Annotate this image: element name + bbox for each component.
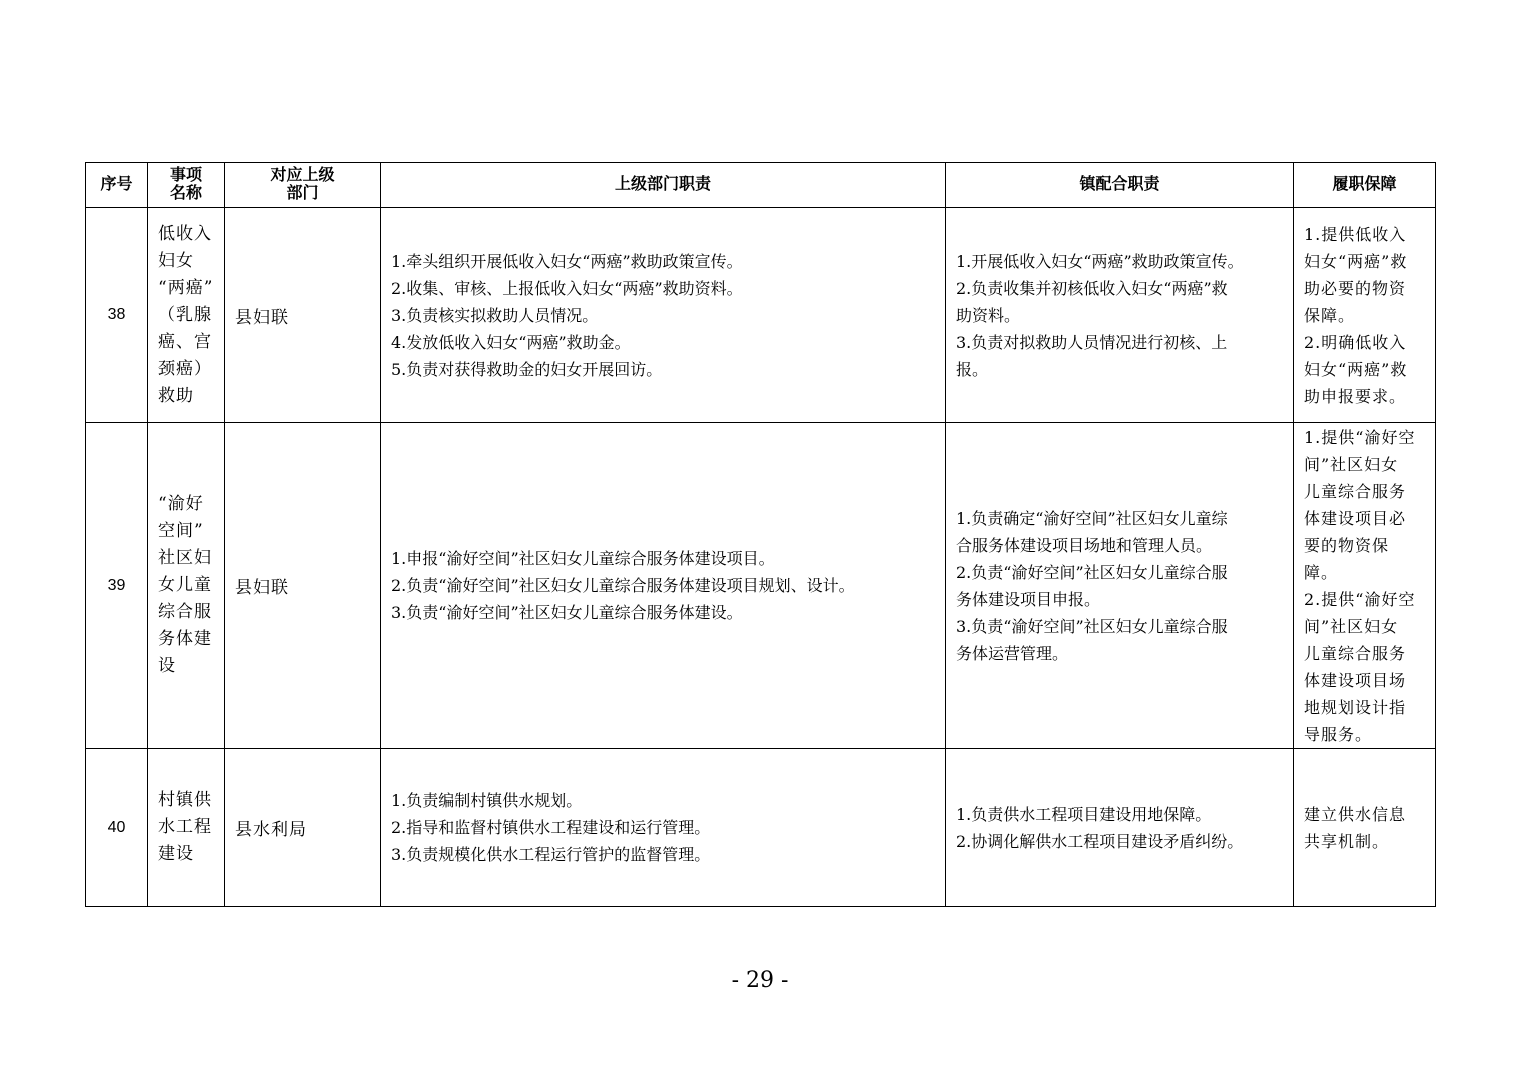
row-town-duty — [946, 749, 1294, 907]
upper-duty-line: 3.负责核实拟救助人员情况。 — [391, 305, 599, 325]
town-duty-line: 合服务体建设项目场地和管理人员。 — [956, 535, 1213, 555]
upper-duty-line: 1.负责编制村镇供水规划。 — [391, 791, 583, 810]
guarantee-line: 共享机制。 — [1304, 831, 1390, 851]
guarantee-line: 体建设项目必 — [1304, 508, 1407, 528]
guarantee-line: 儿童综合服务 — [1304, 481, 1407, 501]
guarantee-line: 2.明确低收入 — [1304, 332, 1407, 352]
name-line: “渝好 — [158, 494, 204, 514]
upper-duty-line: 4.发放低收入妇女“两癌”救助金。 — [391, 332, 631, 352]
name-line: 颈癌） — [158, 358, 212, 379]
row-guarantee — [1294, 749, 1436, 907]
name-line: 癌、宫 — [158, 331, 212, 352]
town-duty-line: 助资料。 — [956, 305, 1021, 325]
header-row — [86, 163, 1436, 208]
header-item-name — [148, 163, 225, 208]
name-line: （乳腺 — [158, 304, 212, 325]
guarantee-line: 助申报要求。 — [1304, 386, 1407, 406]
guarantee-line: 导服务。 — [1304, 724, 1373, 744]
row-guarantee — [1294, 208, 1436, 423]
table-row — [86, 423, 1436, 749]
row-town-duty — [946, 423, 1294, 749]
name-line: 空间” — [158, 521, 204, 541]
town-duty-line: 报。 — [956, 359, 989, 379]
header-dept — [225, 163, 381, 208]
guarantee-line: 1.提供“渝好空 — [1304, 427, 1416, 447]
header-seq: 序号 — [86, 163, 148, 208]
row-seq: 39 — [86, 423, 148, 749]
row-dept: 县妇联 — [225, 423, 381, 749]
row-town-duty — [946, 208, 1294, 423]
upper-duty-line: 2.收集、审核、上报低收入妇女“两癌”救助资料。 — [391, 278, 743, 298]
guarantee-line: 要的物资保 — [1304, 535, 1390, 555]
header-guarantee: 履职保障 — [1294, 163, 1436, 208]
guarantee-line: 2.提供“渝好空 — [1304, 589, 1416, 609]
town-duty-line: 3.负责“渝好空间”社区妇女儿童综合服 — [956, 616, 1228, 636]
header-town-duty: 镇配合职责 — [946, 163, 1294, 208]
row-seq: 38 — [86, 208, 148, 423]
header-item-line: 事项 — [169, 167, 202, 184]
town-duty-line: 2.负责收集并初核低收入妇女“两癌”救 — [956, 278, 1228, 298]
guarantee-line: 1.提供低收入 — [1304, 224, 1407, 244]
row-upper-duty — [381, 208, 946, 423]
guarantee-line: 妇女“两癌”救 — [1304, 251, 1408, 271]
table-row — [86, 208, 1436, 423]
town-duty-line: 3.负责对拟救助人员情况进行初核、上 — [956, 332, 1228, 352]
guarantee-line: 妇女“两癌”救 — [1304, 359, 1408, 379]
name-line: 救助 — [158, 385, 194, 406]
guarantee-line: 保障。 — [1304, 305, 1356, 325]
row-item-name — [148, 749, 225, 907]
upper-duty-line: 5.负责对获得救助金的妇女开展回访。 — [391, 359, 663, 379]
row-item-name — [148, 208, 225, 423]
town-duty-line: 务体建设项目申报。 — [956, 589, 1101, 609]
header-upper-duty: 上级部门职责 — [381, 163, 946, 208]
header-dept-line: 部门 — [286, 185, 319, 202]
name-line: “两癌” — [158, 277, 214, 298]
town-duty-line: 2.负责“渝好空间”社区妇女儿童综合服 — [956, 562, 1228, 582]
guarantee-line: 儿童综合服务 — [1304, 643, 1407, 663]
upper-duty-line: 1.申报“渝好空间”社区妇女儿童综合服务体建设项目。 — [391, 549, 775, 568]
name-line: 设 — [158, 656, 176, 676]
guarantee-line: 间”社区妇女 — [1304, 454, 1399, 474]
name-line: 村镇供 — [158, 790, 212, 810]
guarantee-line: 间”社区妇女 — [1304, 616, 1399, 636]
row-upper-duty — [381, 749, 946, 907]
town-duty-line: 1.开展低收入妇女“两癌”救助政策宣传。 — [956, 251, 1244, 271]
upper-duty-line: 3.负责规模化供水工程运行管护的监督管理。 — [391, 845, 711, 864]
name-line: 综合服 — [158, 602, 212, 622]
row-upper-duty — [381, 423, 946, 749]
guarantee-line: 建立供水信息 — [1304, 804, 1407, 824]
name-line: 水工程 — [158, 817, 212, 837]
name-line: 妇女 — [158, 250, 194, 271]
guarantee-line: 障。 — [1304, 562, 1339, 582]
row-item-name — [148, 423, 225, 749]
guarantee-line: 助必要的物资 — [1304, 278, 1407, 298]
row-dept: 县水利局 — [225, 749, 381, 907]
upper-duty-line: 1.牵头组织开展低收入妇女“两癌”救助政策宣传。 — [391, 251, 743, 271]
name-line: 建设 — [158, 844, 194, 864]
name-line: 女儿童 — [158, 575, 212, 595]
town-duty-line: 务体运营管理。 — [956, 643, 1069, 663]
upper-duty-line: 3.负责“渝好空间”社区妇女儿童综合服务体建设。 — [391, 603, 743, 622]
guarantee-line: 地规划设计指 — [1304, 697, 1407, 717]
name-line: 务体建 — [158, 629, 212, 649]
row-guarantee — [1294, 423, 1436, 749]
header-dept-line: 对应上级 — [270, 167, 335, 184]
duty-table — [85, 162, 1436, 907]
town-duty-line: 2.协调化解供水工程项目建设矛盾纠纷。 — [956, 831, 1244, 851]
upper-duty-line: 2.负责“渝好空间”社区妇女儿童综合服务体建设项目规划、设计。 — [391, 576, 855, 595]
town-duty-line: 1.负责确定“渝好空间”社区妇女儿童综 — [956, 508, 1228, 528]
row-seq: 40 — [86, 749, 148, 907]
upper-duty-line: 2.指导和监督村镇供水工程建设和运行管理。 — [391, 818, 711, 837]
name-line: 社区妇 — [158, 548, 212, 568]
table-row — [86, 749, 1436, 907]
guarantee-line: 体建设项目场 — [1304, 670, 1407, 690]
town-duty-line: 1.负责供水工程项目建设用地保障。 — [956, 804, 1212, 824]
name-line: 低收入 — [158, 223, 212, 244]
header-item-line: 名称 — [169, 185, 202, 202]
row-dept: 县妇联 — [225, 208, 381, 423]
page-number: - 29 - — [731, 968, 789, 993]
